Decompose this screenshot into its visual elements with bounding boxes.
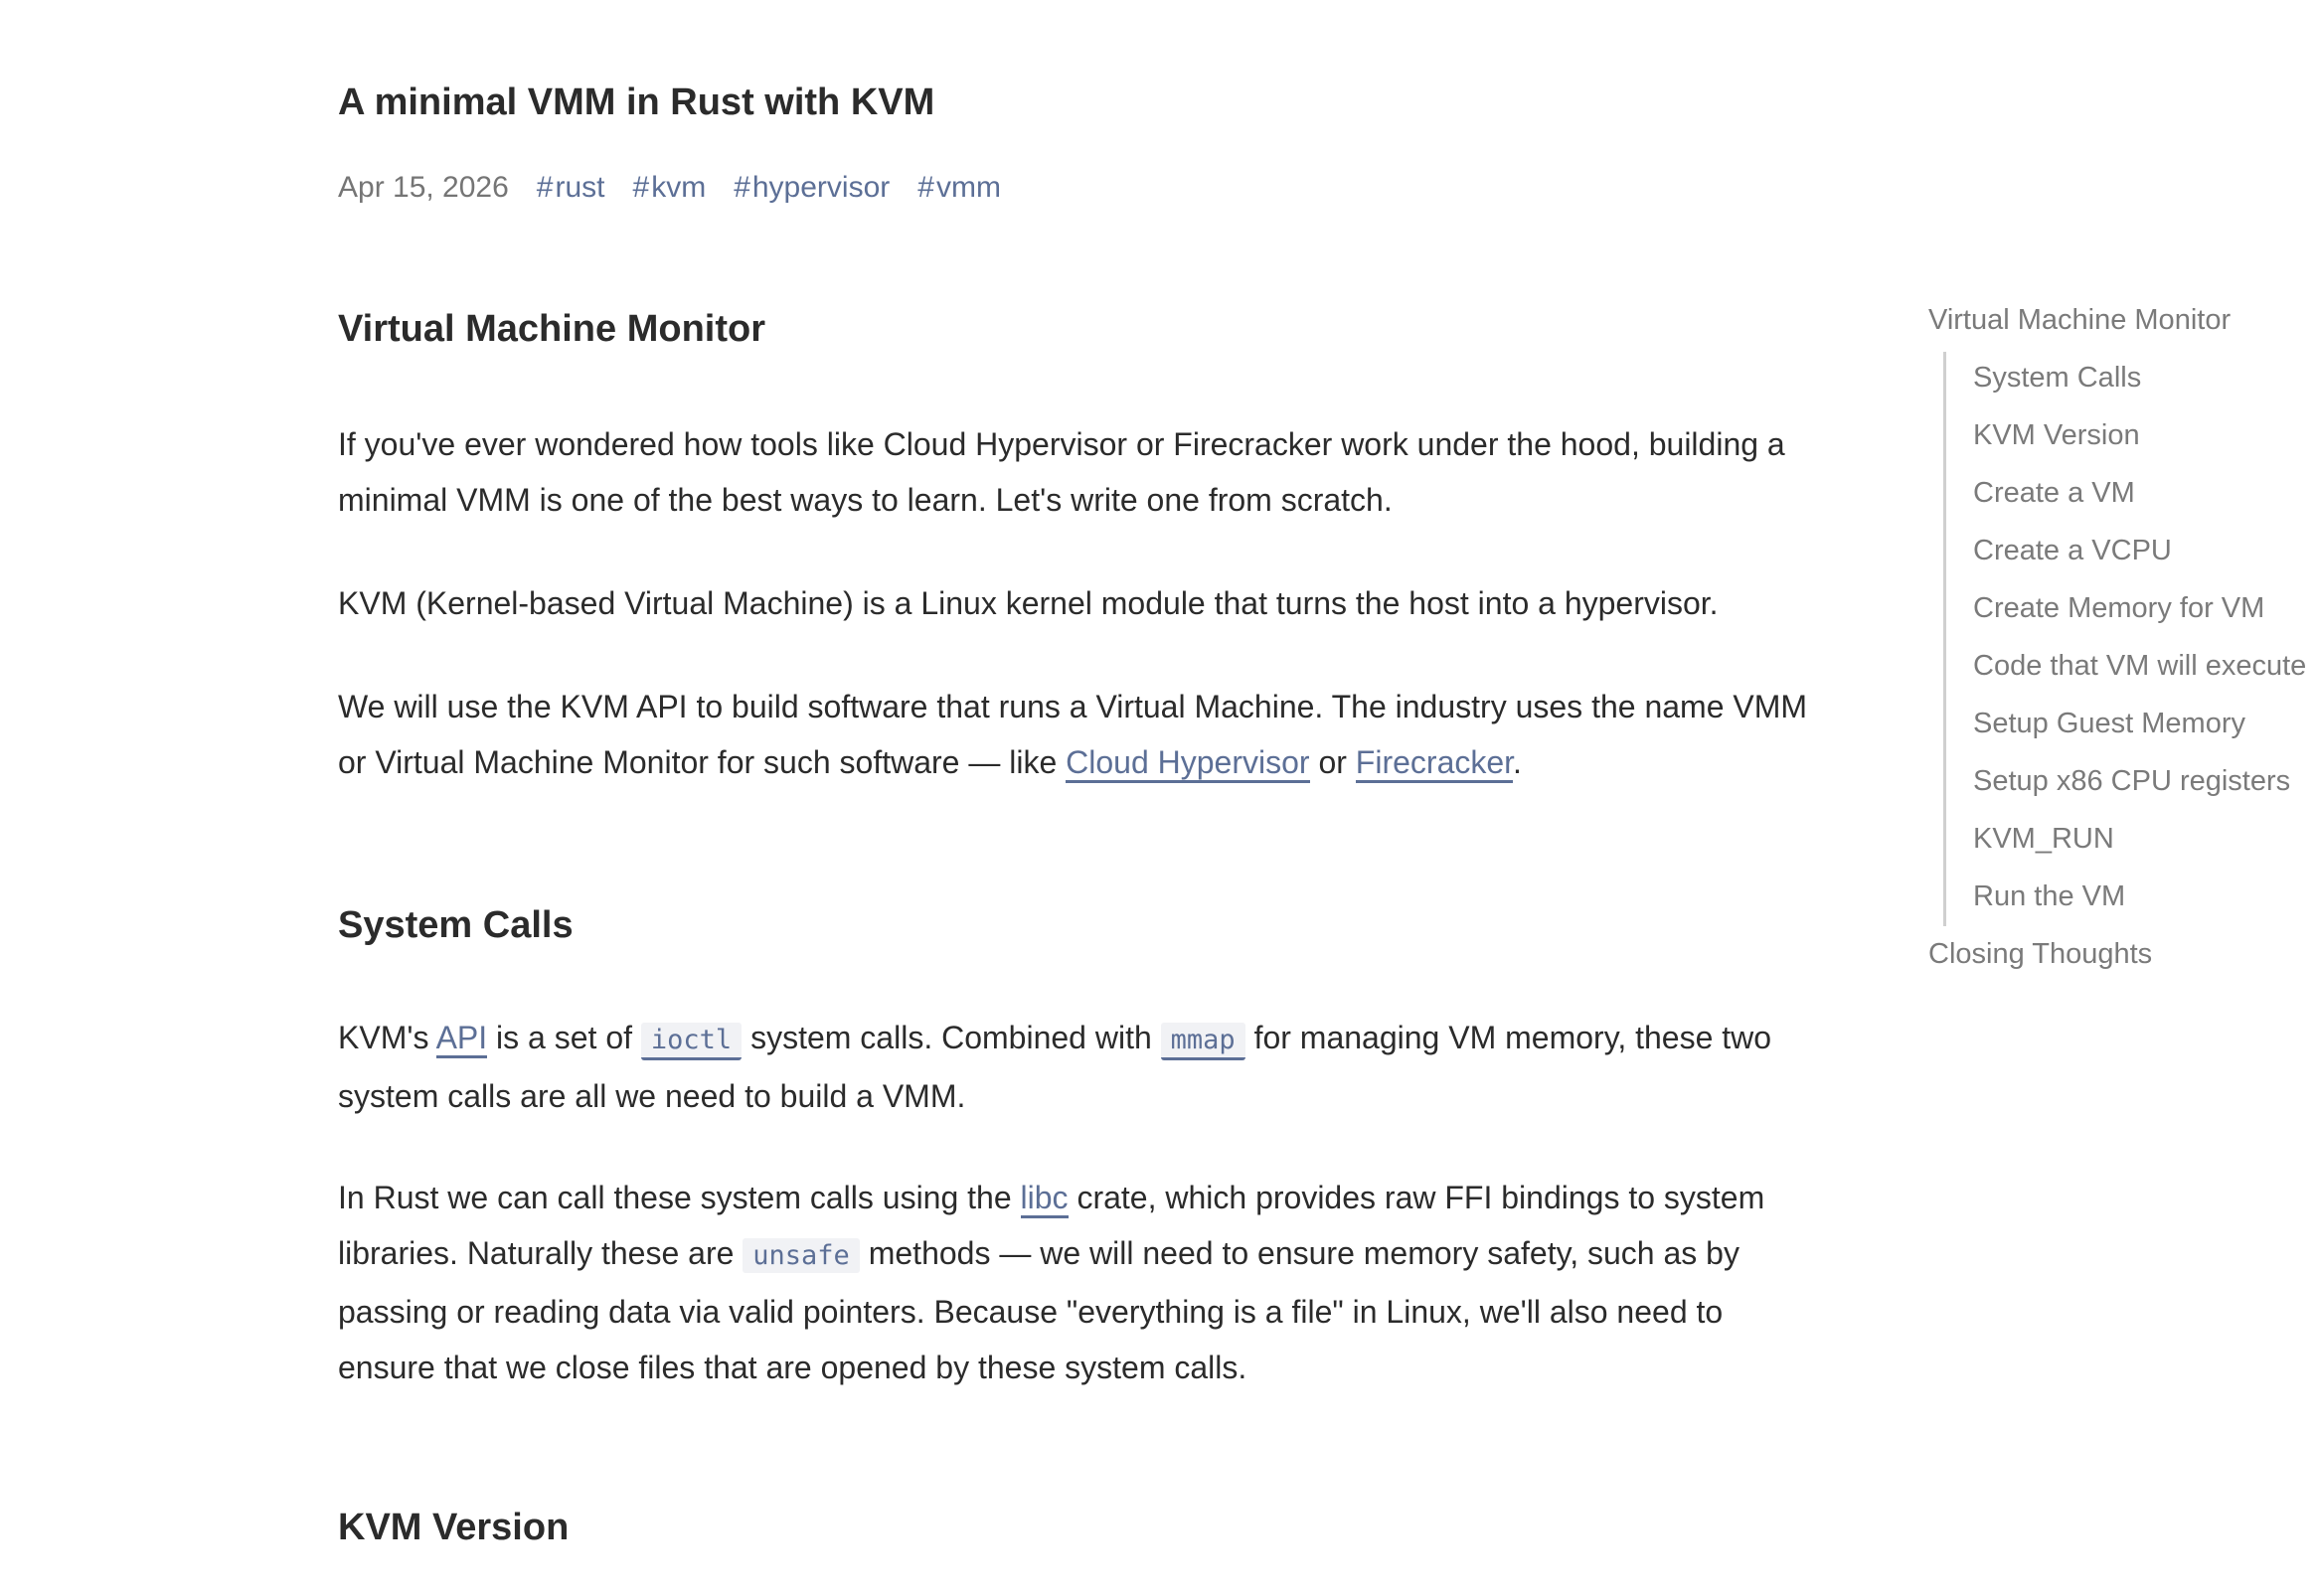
tag-label: rust (555, 171, 605, 204)
heading-kvm-version: KVM Version (338, 1507, 570, 1548)
heading-virtual-machine-monitor: Virtual Machine Monitor (338, 308, 766, 350)
heading-system-calls: System Calls (338, 904, 574, 946)
code-unsafe: unsafe (743, 1238, 860, 1273)
text-run: In Rust we can call these system calls using the (338, 1180, 1021, 1215)
toc-item-kvm-run[interactable]: KVM_RUN (1973, 823, 2114, 855)
tag-rust[interactable] (537, 171, 605, 205)
text-run: . (1513, 744, 1522, 780)
tag-hypervisor[interactable] (734, 171, 890, 205)
text-run: KVM's (338, 1020, 436, 1055)
paragraph-kvm-api (338, 1010, 1819, 1124)
toc-item-create-memory-for-vm[interactable]: Create Memory for VM (1973, 592, 2265, 624)
tag-hash: # (917, 171, 934, 204)
toc-item-code-that-vm-will-execute[interactable]: Code that VM will execute (1973, 650, 2307, 682)
link-firecracker[interactable]: Firecracker (1356, 744, 1513, 783)
toc-item-setup-x86-cpu-registers[interactable]: Setup x86 CPU registers (1973, 765, 2291, 797)
paragraph-vmm-explanation (338, 679, 1819, 790)
tag-label: vmm (935, 171, 1001, 204)
paragraph-libc (338, 1170, 1819, 1395)
toc-item-setup-guest-memory[interactable]: Setup Guest Memory (1973, 708, 2245, 739)
toc-item-create-a-vm[interactable]: Create a VM (1973, 477, 2135, 509)
paragraph-intro: If you've ever wondered how tools like Cloud Hypervisor or Firecracker work under the hood, building a minimal VMM is one of the best ways to learn. Let's write one from scratch. (338, 426, 1785, 518)
text-run: methods — we will need to ensure memory safety, such as by passing or reading data via valid pointers. Because "everything is a file" in Linux, we'll also need to ensure that we close files that are opened by these system calls. (338, 1235, 1739, 1385)
tag-kvm[interactable] (633, 171, 707, 205)
post-meta (338, 171, 1029, 205)
code-mmap[interactable]: mmap (1161, 1023, 1245, 1060)
tag-label: hypervisor (751, 171, 891, 204)
text-run: system calls. Combined with (742, 1020, 1161, 1055)
toc-item-closing-thoughts[interactable]: Closing Thoughts (1928, 938, 2153, 970)
toc-divider-line (1943, 352, 1946, 926)
link-libc[interactable]: libc (1021, 1180, 1069, 1218)
toc-item-virtual-machine-monitor[interactable]: Virtual Machine Monitor (1928, 304, 2232, 336)
tag-hash: # (734, 171, 750, 204)
code-ioctl[interactable]: ioctl (641, 1023, 742, 1060)
post-title: A minimal VMM in Rust with KVM (338, 81, 935, 123)
link-api[interactable]: API (436, 1020, 488, 1058)
link-cloud-hypervisor[interactable]: Cloud Hypervisor (1066, 744, 1309, 783)
toc-item-create-a-vcpu[interactable]: Create a VCPU (1973, 535, 2172, 566)
paragraph-kvm-definition: KVM (Kernel-based Virtual Machine) is a Linux kernel module that turns the host into a hypervisor. (338, 585, 1719, 621)
tag-hash: # (632, 171, 650, 204)
toc-item-kvm-version[interactable]: KVM Version (1973, 419, 2140, 451)
text-run: crate, which provides raw FFI bindings to system libraries. Naturally these are (338, 1180, 1765, 1271)
text-run: for managing VM memory, these two system calls are all we need to build a VMM. (338, 1020, 1772, 1114)
toc-item-system-calls[interactable]: System Calls (1973, 362, 2142, 394)
text-run: or (1309, 744, 1356, 780)
text-run: is a set of (487, 1020, 641, 1055)
text-run: We will use the KVM API to build software that runs a Virtual Machine. The industry uses the name VMM or Virtual Machine Monitor for such software — like (338, 689, 1808, 780)
toc-item-run-the-vm[interactable]: Run the VM (1973, 880, 2126, 912)
post-date: Apr 15, 2026 (338, 171, 509, 204)
tag-label: kvm (651, 171, 707, 204)
tag-vmm[interactable] (917, 171, 1001, 205)
tag-hash: # (536, 171, 554, 204)
